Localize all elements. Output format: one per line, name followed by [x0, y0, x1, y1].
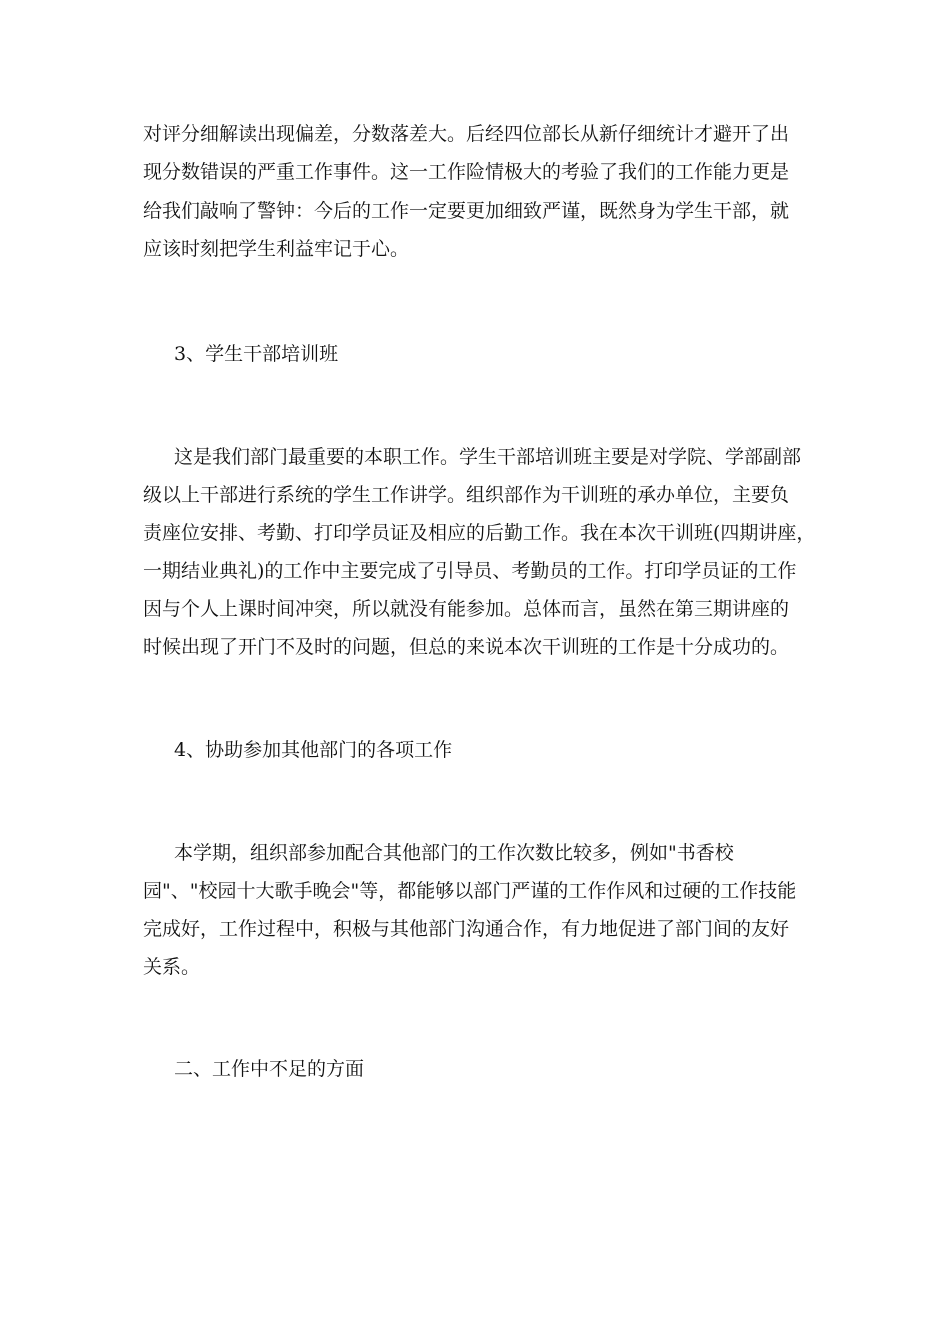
paragraph-2-line-2: 级以上干部进行系统的学生工作讲学。组织部作为干训班的承办单位，主要负	[143, 484, 790, 506]
heading-student-cadre-training: 3、学生干部培训班	[174, 343, 339, 365]
heading-shortcomings: 二、工作中不足的方面	[174, 1058, 365, 1080]
paragraph-1-line-2: 现分数错误的严重工作事件。这一工作险情极大的考验了我们的工作能力更是	[143, 161, 790, 183]
paragraph-2-line-5: 因与个人上课时间冲突，所以就没有能参加。总体而言，虽然在第三期讲座的	[143, 598, 790, 620]
paragraph-3-line-3: 完成好，工作过程中，积极与其他部门沟通合作，有力地促进了部门间的友好	[143, 918, 790, 940]
paragraph-1-line-3: 给我们敲响了警钟：今后的工作一定要更加细致严谨，既然身为学生干部，就	[143, 200, 790, 222]
paragraph-1-line-4: 应该时刻把学生利益牢记于心。	[143, 238, 410, 260]
paragraph-1-line-1: 对评分细解读出现偏差，分数落差大。后经四位部长从新仔细统计才避开了出	[143, 123, 790, 145]
paragraph-2-line-3: 责座位安排、考勤、打印学员证及相应的后勤工作。我在本次干训班(四期讲座，	[143, 522, 816, 544]
paragraph-2-line-6: 时候出现了开门不及时的问题，但总的来说本次干训班的工作是十分成功的。	[143, 636, 790, 658]
paragraph-3-line-2: 园"、"校园十大歌手晚会"等，都能够以部门严谨的工作作风和过硬的工作技能	[143, 880, 797, 902]
paragraph-2-line-4: 一期结业典礼)的工作中主要完成了引导员、考勤员的工作。打印学员证的工作	[143, 560, 797, 582]
paragraph-2-line-1: 这是我们部门最重要的本职工作。学生干部培训班主要是对学院、学部副部	[174, 446, 802, 468]
heading-assist-other-departments: 4、协助参加其他部门的各项工作	[174, 739, 453, 761]
paragraph-3-line-4: 关系。	[143, 956, 201, 978]
paragraph-3-line-1: 本学期，组织部参加配合其他部门的工作次数比较多，例如"书香校	[174, 842, 734, 864]
